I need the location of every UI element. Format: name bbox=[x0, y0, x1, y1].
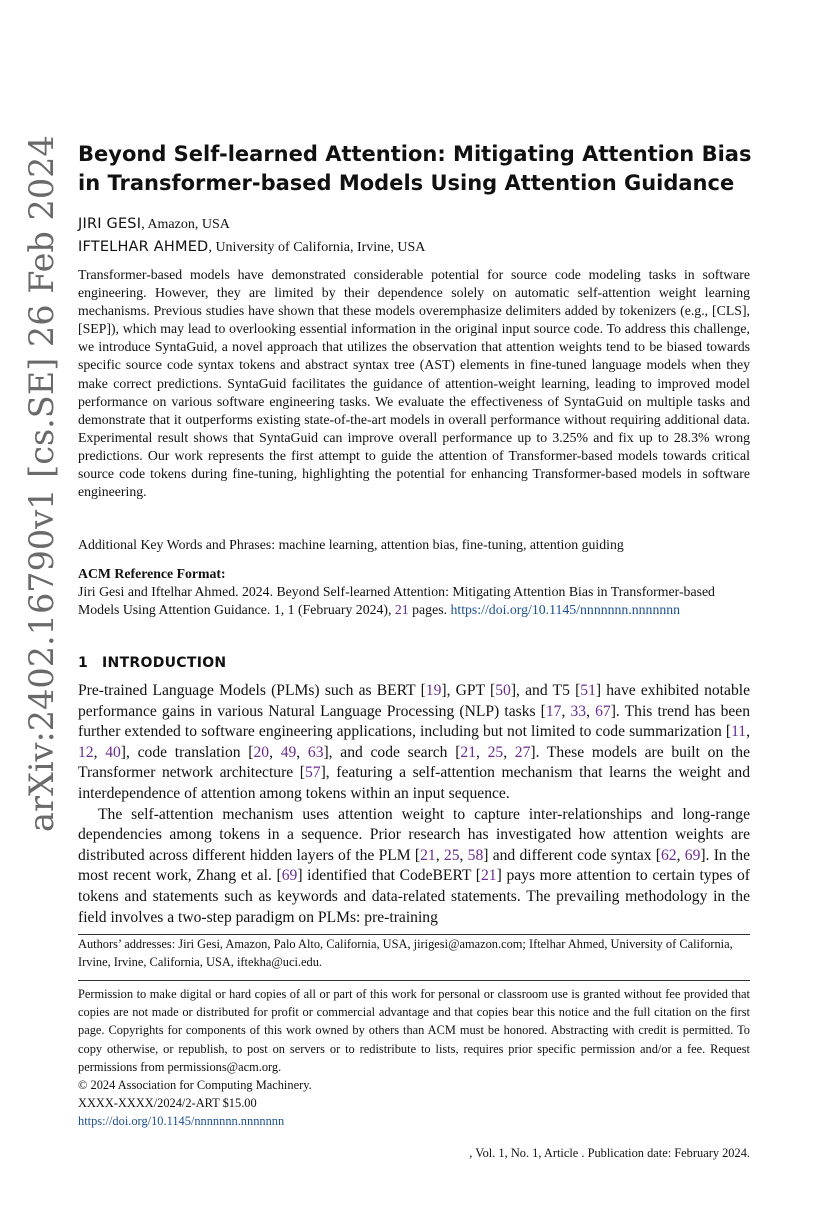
citation-link[interactable]: 27 bbox=[514, 743, 531, 761]
citation-link[interactable]: 49 bbox=[280, 743, 297, 761]
body-text: , bbox=[503, 743, 515, 761]
body-text: Pre-trained Language Models (PLMs) such as BERT [ bbox=[78, 682, 426, 699]
citation-link[interactable]: 20 bbox=[253, 743, 270, 761]
body-text: ], GPT [ bbox=[441, 682, 496, 699]
body-text: ]. This trend has been further extended to software engineering applications, including but not limited to code summarization [ bbox=[78, 702, 751, 741]
section-heading bbox=[78, 655, 226, 671]
permission-block bbox=[78, 985, 750, 1131]
citation-link[interactable]: 17 bbox=[545, 702, 562, 720]
footer-doi-link[interactable]: https://doi.org/10.1145/nnnnnnn.nnnnnnn bbox=[78, 1114, 285, 1129]
body-text: ] pays more attention to certain types of tokens and statements such as keywords and data-related statements. The prevailing methodology in the field involves a two-step paradigm on PLMs: pre-training bbox=[78, 867, 750, 926]
body-text: , bbox=[269, 743, 281, 761]
citation-link[interactable]: 19 bbox=[425, 682, 442, 699]
body-text: , bbox=[475, 743, 488, 761]
body-text: ] and different code syntax [ bbox=[483, 846, 661, 864]
citation-link[interactable]: 57 bbox=[305, 764, 321, 782]
copyright-line: © 2024 Association for Computing Machinery. bbox=[78, 1078, 312, 1093]
body-text: , bbox=[746, 723, 750, 741]
divider bbox=[78, 934, 750, 935]
body-text: , bbox=[93, 743, 106, 761]
citation-link[interactable]: 12 bbox=[78, 743, 94, 761]
body-text: , bbox=[296, 743, 308, 761]
acm-reference-pages: pages. bbox=[408, 602, 451, 617]
body-text: The self-attention mechanism uses attention weight to capture inter-relationships and long-range dependencies among tokens in a sequence. Prior research has investigated how attention weights are distributed across different hidden layers of the PLM [ bbox=[78, 805, 750, 864]
section-title: INTRODUCTION bbox=[102, 655, 227, 671]
body-text: ] have exhibited notable performance gains in various Natural Language Processing (NLP) tasks [ bbox=[78, 682, 750, 720]
acm-reference-heading: ACM Reference Format: bbox=[78, 566, 226, 581]
author-2 bbox=[78, 236, 425, 259]
author-affiliation: , University of California, Irvine, USA bbox=[208, 240, 426, 255]
doi-link[interactable]: https://doi.org/10.1145/nnnnnnn.nnnnnnn bbox=[450, 602, 681, 617]
citation-link[interactable]: 40 bbox=[105, 743, 121, 761]
divider bbox=[78, 980, 750, 981]
citation-link[interactable]: 63 bbox=[307, 743, 324, 761]
body-text: ], and T5 [ bbox=[510, 682, 581, 699]
citation-link[interactable]: 67 bbox=[595, 702, 611, 720]
body-text: , bbox=[676, 846, 685, 864]
publication-footer: , Vol. 1, No. 1, Article . Publication date: February 2024. bbox=[469, 1146, 750, 1160]
section-number: 1 bbox=[78, 655, 89, 671]
intro-paragraph-2 bbox=[78, 805, 750, 929]
citation-link[interactable]: 51 bbox=[580, 682, 596, 699]
body-text: ]. These models are built on the Transformer network architecture [ bbox=[78, 743, 751, 782]
author-name: JIRI GESI bbox=[78, 216, 142, 232]
body-text: ], featuring a self-attention mechanism that learns the weight and interdependence of attention among tokens within an input sequence. bbox=[78, 764, 751, 802]
body-text: ], and code search [ bbox=[323, 743, 461, 761]
citation-link[interactable]: 21 bbox=[420, 846, 436, 864]
author-affiliation: , Amazon, USA bbox=[141, 217, 230, 232]
acm-reference-text: Jiri Gesi and Iftelhar Ahmed. 2024. Beyond Self-learned Attention: Mitigating Attention Bias in Transformer-based Models Using Attention Guidance. 1, 1 (February 2024), bbox=[78, 584, 715, 617]
citation-link[interactable]: 58 bbox=[467, 846, 484, 864]
body-text: ] identified that CodeBERT [ bbox=[297, 867, 481, 885]
author-list bbox=[78, 213, 425, 259]
body-text: , bbox=[459, 846, 468, 864]
paper-title: Beyond Self-learned Attention: Mitigating Attention Bias in Transformer-based Models Using Attention Guidance bbox=[78, 142, 752, 195]
citation-link[interactable]: 62 bbox=[661, 846, 677, 864]
body-text: ], code translation [ bbox=[120, 743, 254, 761]
citation-link[interactable]: 69 bbox=[684, 846, 701, 864]
arxiv-sidebar bbox=[22, 0, 72, 1227]
abstract: Transformer-based models have demonstrated considerable potential for source code modeling tasks in software engineering. However, they are limited by their dependence solely on automatic self-attention weight learning mechanisms. Previous studies have shown that these models overemphasize delimiters added by tokenizers (e.g., [CLS], [SEP]), which may lead to overlooking essential information in the original input source code. To address this challenge, we introduce SyntaGuid, a novel approach that utilizes the observation that attention weights tend to be biased towards specific source code syntax tokens and abstract syntax tree (AST) elements in fine-tuned language models when they make correct predictions. SyntaGuid facilitates the guidance of attention-weight learning, leading to improved model performance on various software engineering tasks. We evaluate the effectiveness of SyntaGuid on multiple tasks and demonstrate that it outperforms existing state-of-the-art models in overall performance without requiring additional data. Experimental result shows that SyntaGuid can improve overall performance up to 3.25% and fix up to 28.3% wrong predictions. Our work represents the first attempt to guide the attention of Transformer-based models towards critical source code tokens during fine-tuning, highlighting the potential for enhancing Transformer-based models in software engineering. bbox=[78, 267, 750, 500]
body-text: , bbox=[435, 846, 444, 864]
citation-link[interactable]: 21 bbox=[481, 867, 497, 885]
keywords: Additional Key Words and Phrases: machine learning, attention bias, fine-tuning, attention guiding bbox=[78, 537, 624, 552]
citation-link[interactable]: 50 bbox=[495, 682, 511, 699]
citation-link[interactable]: 25 bbox=[443, 846, 460, 864]
citation-link[interactable]: 11 bbox=[731, 723, 747, 741]
isbn-line: XXXX-XXXX/2024/2-ART $15.00 bbox=[78, 1096, 257, 1111]
introduction-body bbox=[78, 681, 750, 928]
authors-addresses: Authors’ addresses: Jiri Gesi, Amazon, Palo Alto, California, USA, jirigesi@amazon.com; Iftelhar Ahmed, University of California, Irvine, Irvine, California, USA, iftekha@uci.edu. bbox=[78, 937, 733, 969]
citation-link[interactable]: 21 bbox=[460, 743, 476, 761]
permission-notice: Permission to make digital or hard copies of all or part of this work for personal or classroom use is granted without fee provided that copies are not made or distributed for profit or commercial advantage and that copies bear this notice and the full citation on the first page. Copyrights for components of this work owned by others than ACM must be honored. Abstracting with credit is permitted. To copy otherwise, or republish, to post on servers or to redistribute to lists, requires prior specific permission and/or a fee. Request permissions from permissions@acm.org. bbox=[78, 987, 750, 1074]
acm-reference bbox=[78, 565, 750, 619]
body-text: , bbox=[561, 702, 571, 720]
citation-link[interactable]: 25 bbox=[487, 743, 504, 761]
body-text: ]. In the most recent work, Zhang et al. [ bbox=[78, 846, 751, 885]
citation-link[interactable]: 33 bbox=[570, 702, 587, 720]
author-1 bbox=[78, 213, 425, 236]
page-count-link[interactable]: 21 bbox=[394, 602, 409, 617]
author-name: IFTELHAR AHMED bbox=[78, 239, 209, 255]
body-text: , bbox=[586, 702, 596, 720]
arxiv-identifier: arXiv:2402.16790v1 [cs.SE] 26 Feb 2024 bbox=[22, 135, 61, 832]
intro-paragraph-1 bbox=[78, 681, 750, 805]
citation-link[interactable]: 69 bbox=[281, 867, 298, 885]
